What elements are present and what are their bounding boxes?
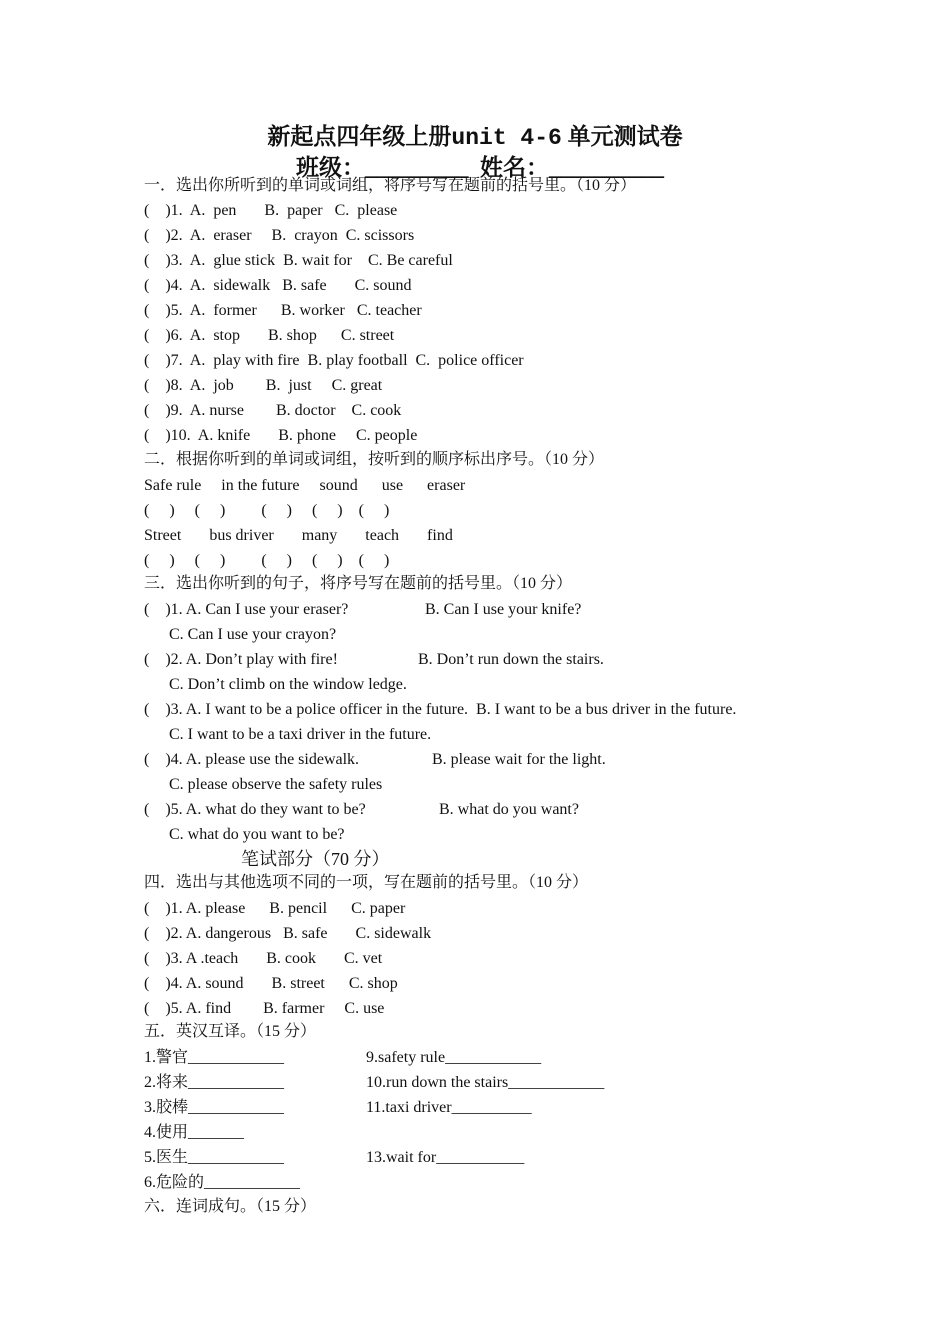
translate-item-right: 13.wait for___________ xyxy=(366,1149,525,1166)
section3-q5-a: ( )5. A. what do they want to be? xyxy=(144,801,366,818)
section3-q4-c: C. please observe the safety rules xyxy=(169,776,383,793)
section1-item: ( )5. A. former B. worker C. teacher xyxy=(144,302,422,319)
translate-item-left: 6.危险的____________ xyxy=(144,1174,301,1191)
translate-item-left: 2.将来____________ xyxy=(144,1074,285,1091)
written-part-heading: 笔试部分（70 分） xyxy=(241,849,390,869)
section2-heading: 二．根据你听到的单词或词组，按听到的顺序标出序号。（10 分） xyxy=(144,451,605,468)
section1-item: ( )4. A. sidewalk B. safe C. sound xyxy=(144,277,412,294)
section4-item: ( )3. A .teach B. cook C. vet xyxy=(144,950,383,967)
section1-item: ( )8. A. job B. just C. great xyxy=(144,377,383,394)
section4-item: ( )2. A. dangerous B. safe C. sidewalk xyxy=(144,925,432,942)
section1-item: ( )7. A. play with fire B. play football C. police officer xyxy=(144,352,524,369)
section1-item: ( )2. A. eraser B. crayon C. scissors xyxy=(144,227,415,244)
section3-q3-c: C. I want to be a taxi driver in the future. xyxy=(169,726,432,743)
translate-item-left: 1.警官____________ xyxy=(144,1049,285,1066)
section1-heading: 一．选出你所听到的单词或词组，将序号写在题前的括号里。（10 分） xyxy=(144,177,637,194)
section4-item: ( )5. A. find B. farmer C. use xyxy=(144,1000,385,1017)
section2-row1-brackets: ( ) ( ) ( ) ( ) ( ) xyxy=(144,502,390,519)
section3-q2-b: B. Don’t run down the stairs. xyxy=(418,651,604,668)
section3-q2-a: ( )2. A. Don’t play with fire! xyxy=(144,651,338,668)
exam-title xyxy=(0,124,950,151)
title-suffix: 单元测试卷 xyxy=(561,124,683,149)
section2-row2-words: Street bus driver many teach find xyxy=(144,527,453,544)
section3-q1-b: B. Can I use your knife? xyxy=(425,601,582,618)
translate-item-right: 11.taxi driver__________ xyxy=(366,1099,532,1116)
section3-q4-b: B. please wait for the light. xyxy=(432,751,606,768)
title-prefix: 新起点四年级上册 xyxy=(267,124,452,149)
section3-q4-a: ( )4. A. please use the sidewalk. xyxy=(144,751,360,768)
section4-item: ( )4. A. sound B. street C. shop xyxy=(144,975,398,992)
section2-row1-words: Safe rule in the future sound use eraser xyxy=(144,477,466,494)
translate-item-left: 5.医生____________ xyxy=(144,1149,285,1166)
section3-q1-a: ( )1. A. Can I use your eraser? xyxy=(144,601,349,618)
translate-item-left: 4.使用_______ xyxy=(144,1124,245,1141)
section6-heading: 六．连词成句。（15 分） xyxy=(144,1198,317,1215)
section3-q2-c: C. Don’t climb on the window ledge. xyxy=(169,676,407,693)
translate-item-left: 3.胶棒____________ xyxy=(144,1099,285,1116)
section3-q3-ab: ( )3. A. I want to be a police officer in the future. B. I want to be a bus driver in the future. xyxy=(144,701,737,718)
section3-q1-c: C. Can I use your crayon? xyxy=(169,626,337,643)
section4-heading: 四．选出与其他选项不同的一项，写在题前的括号里。（10 分） xyxy=(144,874,589,891)
translate-item-right: 10.run down the stairs____________ xyxy=(366,1074,605,1091)
translate-item-right: 9.safety rule____________ xyxy=(366,1049,542,1066)
section1-item: ( )10. A. knife B. phone C. people xyxy=(144,427,418,444)
section1-item: ( )6. A. stop B. shop C. street xyxy=(144,327,395,344)
section1-item: ( )1. A. pen B. paper C. please xyxy=(144,202,398,219)
title-unit: unit 4-6 xyxy=(451,125,562,151)
section3-q5-b: B. what do you want? xyxy=(439,801,579,818)
section1-item: ( )9. A. nurse B. doctor C. cook xyxy=(144,402,402,419)
section3-q5-c: C. what do you want to be? xyxy=(169,826,345,843)
section1-item: ( )3. A. glue stick B. wait for C. Be careful xyxy=(144,252,453,269)
section5-heading: 五．英汉互译。（15 分） xyxy=(144,1023,317,1040)
class-name-fields: 班级：_________ 姓名：__________ xyxy=(296,155,664,180)
section3-heading: 三．选出你听到的句子，将序号写在题前的括号里。（10 分） xyxy=(144,575,573,592)
section2-row2-brackets: ( ) ( ) ( ) ( ) ( ) xyxy=(144,552,390,569)
section4-item: ( )1. A. please B. pencil C. paper xyxy=(144,900,406,917)
